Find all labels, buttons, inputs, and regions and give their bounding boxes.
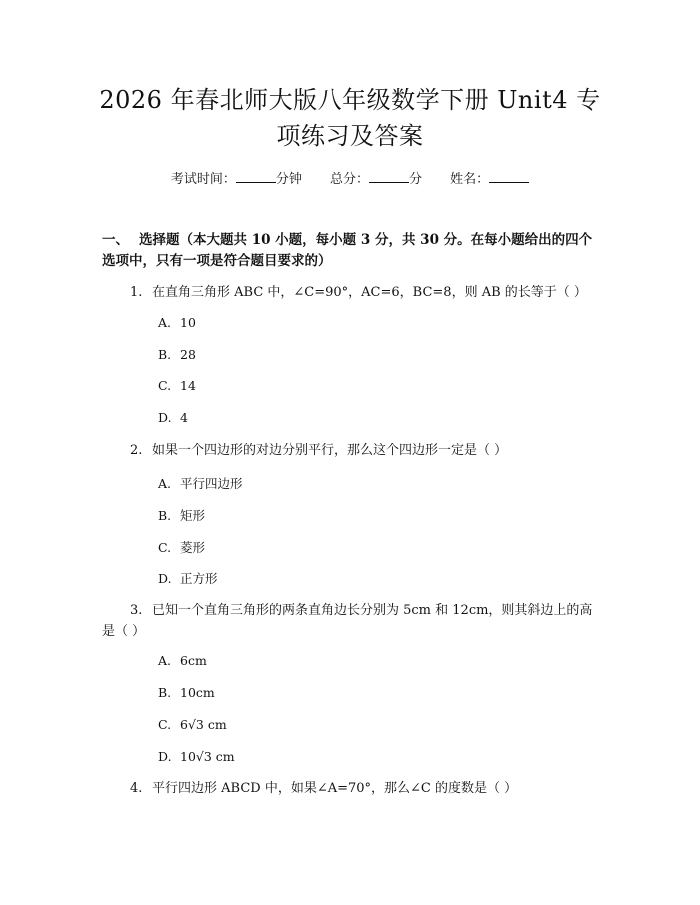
option-2b: B. 矩形: [158, 508, 206, 523]
name-blank: [489, 170, 529, 183]
exam-meta: [0, 168, 700, 187]
question-4: [102, 778, 602, 799]
title-line-2: 项练习及答案: [276, 122, 424, 150]
option-3a: A. 6cm: [158, 653, 207, 668]
option-1c: C. 14: [158, 378, 196, 393]
option-2c: C. 菱形: [158, 540, 206, 555]
question-3: [102, 600, 602, 642]
score-label: 总分：: [329, 172, 369, 187]
option-1b: B. 28: [158, 347, 196, 362]
document-title: [80, 82, 620, 154]
time-blank: [236, 170, 276, 183]
option-1d: D. 4: [158, 410, 188, 425]
option-3d: D. 10√3 cm: [158, 749, 235, 764]
option-2d: D. 正方形: [158, 571, 218, 586]
question-text: 平行四边形 ABCD 中，如果∠A=70°，那么∠C 的度数是（ ）: [152, 781, 518, 796]
section-number: 一、: [102, 232, 129, 248]
score-unit: 分: [409, 172, 423, 187]
exam-time: [171, 168, 302, 187]
question-number: 4.: [130, 781, 143, 796]
option-2a: A. 平行四边形: [158, 476, 243, 491]
question-2: [102, 440, 602, 461]
option-1a: A. 10: [158, 315, 196, 330]
question-text: 在直角三角形 ABC 中，∠C=90°，AC=6，BC=8，则 AB 的长等于（ ）: [152, 285, 587, 300]
question-text: 已知一个直角三角形的两条直角边长分别为 5cm 和 12cm，则其斜边上的高是（ ）: [102, 603, 593, 639]
time-unit: 分钟: [275, 172, 302, 187]
section-text: 选择题（本大题共 10 小题，每小题 3 分，共 30 分。在每小题给出的四个选项中，只有一项是符合题目要求的）: [102, 232, 593, 269]
question-number: 3.: [130, 603, 143, 618]
question-number: 2.: [130, 443, 143, 458]
total-score: [330, 168, 422, 187]
question-number: 1.: [130, 285, 143, 300]
score-blank: [369, 170, 409, 183]
question-text: 如果一个四边形的对边分别平行，那么这个四边形一定是（ ）: [152, 443, 508, 458]
title-line-1: 2026 年春北师大版八年级数学下册 Unit4 专: [99, 86, 601, 114]
time-label: 考试时间：: [170, 172, 236, 187]
name-label: 姓名：: [450, 172, 490, 187]
option-3c: C. 6√3 cm: [158, 717, 227, 732]
student-name: [450, 168, 529, 187]
question-1: [102, 282, 602, 303]
option-3b: B. 10cm: [158, 685, 215, 700]
section-heading: [102, 230, 602, 272]
